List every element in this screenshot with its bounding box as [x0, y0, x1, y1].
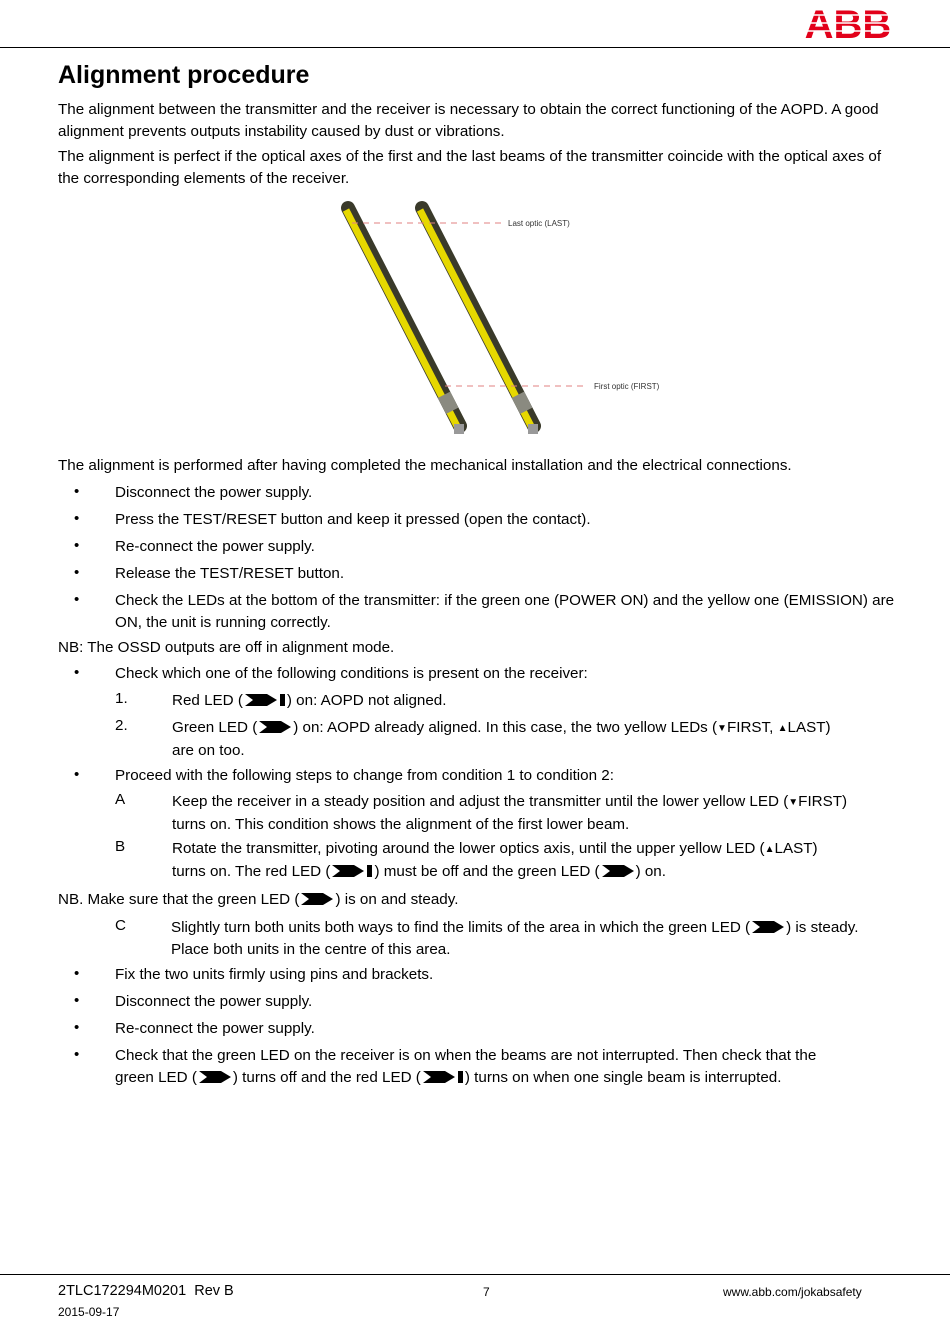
page-title: Alignment procedure	[58, 61, 310, 89]
red-led-icon	[421, 1070, 465, 1084]
nb-ossd: NB: The OSSD outputs are off in alignment mode.	[58, 639, 395, 656]
list-item: Fix the two units firmly using pins and brackets.	[115, 966, 434, 983]
triangle-up-icon: ▲	[764, 844, 775, 855]
triangle-down-icon: ▼	[788, 797, 799, 808]
green-led-icon	[600, 864, 636, 878]
list-item: Release the TEST/RESET button.	[115, 565, 345, 582]
intro-paragraph-1: The alignment between the transmitter and the receiver is necessary to obtain the correct functioning of the AOPD. A good alignment prevents outputs instability caused by dust or vibrations.	[58, 101, 879, 140]
item-number: 2.	[115, 717, 128, 734]
bullet-icon: •	[74, 664, 80, 681]
step-letter: C	[115, 917, 126, 934]
header-rule	[0, 47, 950, 48]
step-letter: A	[115, 791, 126, 808]
bullet-icon: •	[74, 591, 80, 608]
triangle-up-icon: ▲	[777, 723, 788, 734]
green-led-icon	[299, 892, 335, 906]
condition-1: Red LED ( ) on: AOPD not aligned.	[172, 692, 447, 709]
performed-paragraph: The alignment is performed after having completed the mechanical installation and the electrical connections.	[58, 457, 792, 474]
label-first-optic: First optic (FIRST)	[594, 382, 660, 391]
receiver-bar	[420, 208, 538, 434]
step-a: Keep the receiver in a steady position and adjust the transmitter until the lower yellow LED (▼FIRST) turns on. This condition shows the alignment of the first lower beam.	[172, 793, 848, 833]
triangle-down-icon: ▼	[717, 723, 727, 734]
bullet-icon: •	[74, 510, 80, 527]
abb-logo	[796, 4, 900, 42]
bullet-icon: •	[74, 564, 80, 581]
nb-green-led: NB. Make sure that the green LED ( ) is on and steady.	[58, 891, 459, 908]
footer-rule	[0, 1274, 950, 1275]
red-led-icon	[243, 693, 287, 707]
step-b: Rotate the transmitter, pivoting around the lower optics axis, until the upper yellow LED (▲LAST) turns on. The red LED ( ) must be off and the green LED ( ) on.	[172, 840, 818, 880]
bullet-icon: •	[74, 992, 80, 1009]
bullet-icon: •	[74, 1019, 80, 1036]
doc-date: 2015-09-17	[58, 1305, 120, 1319]
list-item: Press the TEST/RESET button and keep it pressed (open the contact).	[115, 511, 591, 528]
list-item: Re-connect the power supply.	[115, 538, 315, 555]
green-led-icon	[257, 720, 293, 734]
condition-2: Green LED ( ) on: AOPD already aligned. In this case, the two yellow LEDs (▼FIRST, ▲LAST) are on too.	[172, 719, 831, 759]
item-number: 1.	[115, 690, 128, 707]
green-led-icon	[197, 1070, 233, 1084]
step-c: Slightly turn both units both ways to find the limits of the area in which the green LED ( ) is steady. Place both units in the centre of this area.	[171, 919, 859, 958]
intro-paragraph-2: The alignment is perfect if the optical axes of the first and the last beams of the transmitter coincide with the optical axes of the corresponding elements of the receiver.	[58, 148, 882, 187]
list-item-final-check: Check that the green LED on the receiver is on when the beams are not interrupted. Then check that the green LED ( ) turns off and the red LED ( ) turns on when one single beam is interrupted.	[115, 1047, 817, 1086]
list-item: Proceed with the following steps to change from condition 1 to condition 2:	[115, 767, 614, 784]
bullet-icon: •	[74, 537, 80, 554]
abb-logo-text: ABB	[804, 4, 892, 42]
list-item: Check which one of the following conditions is present on the receiver:	[115, 665, 588, 682]
list-item: Re-connect the power supply.	[115, 1020, 315, 1037]
light-curtain-figure	[330, 198, 670, 448]
bullet-icon: •	[74, 965, 80, 982]
bullet-icon: •	[74, 483, 80, 500]
doc-id: 2TLC172294M0201 Rev B	[58, 1283, 234, 1299]
list-item: Disconnect the power supply.	[115, 484, 313, 501]
footer-url[interactable]: www.abb.com/jokabsafety	[723, 1285, 862, 1299]
page-number: 7	[483, 1285, 490, 1299]
list-item: Disconnect the power supply.	[115, 993, 313, 1010]
step-letter: B	[115, 838, 126, 855]
bullet-icon: •	[74, 1046, 80, 1063]
list-item: Check the LEDs at the bottom of the transmitter: if the green one (POWER ON) and the yellow one (EMISSION) are ON, the unit is running correctly.	[115, 592, 895, 631]
bullet-icon: •	[74, 766, 80, 783]
green-led-icon	[750, 920, 786, 934]
red-led-icon	[330, 864, 374, 878]
label-last-optic: Last optic (LAST)	[508, 219, 570, 228]
